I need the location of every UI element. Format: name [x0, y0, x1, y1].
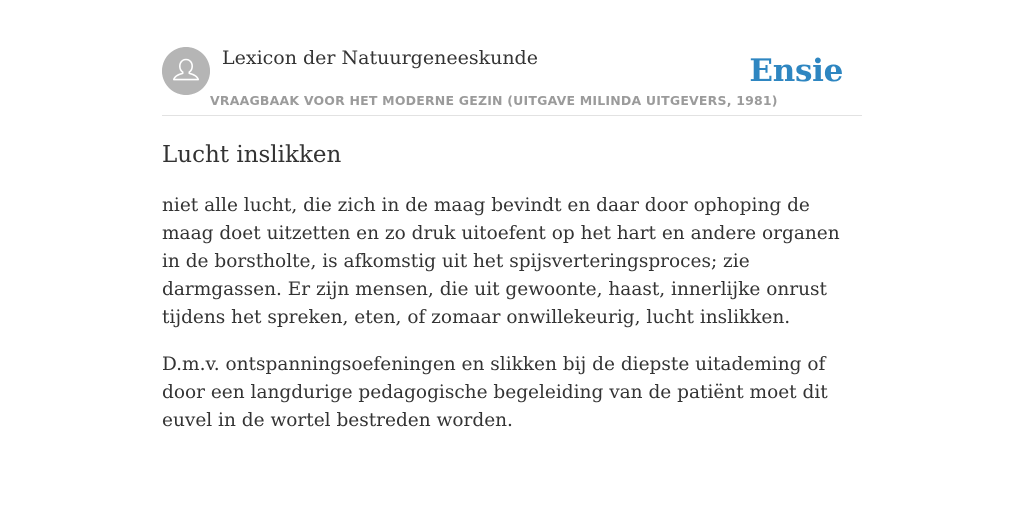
- ensie-logo[interactable]: Ensie: [749, 53, 843, 89]
- source-header: [162, 46, 862, 116]
- article-paragraph-2: D.m.v. ontspanningsoefeningen en slikken bij de diepste uitademing of door een langdurige pedagogische begeleiding van de patiënt moet dit euvel in de wortel bestreden worden.: [162, 354, 828, 431]
- source-title-link[interactable]: Lexicon der Natuurgeneeskunde: [222, 47, 538, 69]
- user-silhouette-icon: [162, 47, 210, 95]
- source-avatar[interactable]: [162, 47, 210, 95]
- article-title: Lucht inslikken: [162, 142, 342, 168]
- article-paragraph-1: niet alle lucht, die zich in de maag bevindt en daar door ophoping de maag doet uitzetten en zo druk uitoefent op het hart en andere organen in de borstholte, is afkomstig uit het spijsverteringsproces; zie darmgassen. Er zijn mensen, die uit gewoonte, haast, innerlijke onrust tijdens het spreken, eten, of zomaar onwillekeurig, lucht inslikken.: [162, 195, 840, 328]
- article: [162, 138, 862, 435]
- source-subtitle: VRAAGBAAK VOOR HET MODERNE GEZIN (UITGAVE MILINDA UITGEVERS, 1981): [210, 93, 778, 108]
